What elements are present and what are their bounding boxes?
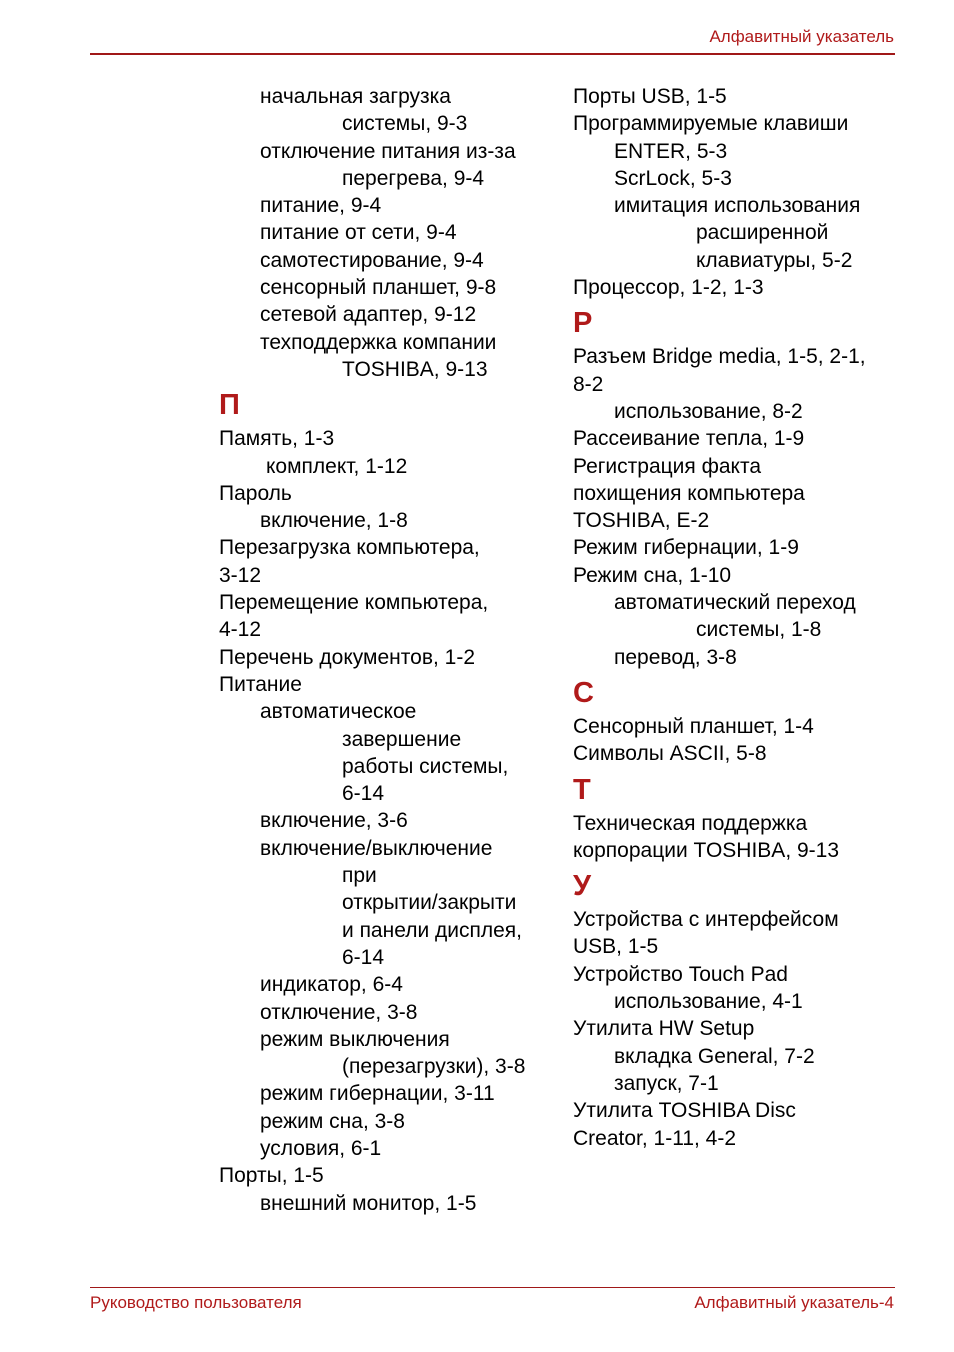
index-entry: 6-14 (342, 782, 385, 806)
index-entry: клавиатуры, 5-2 (696, 248, 853, 272)
index-entry: системы, 9-3 (342, 112, 468, 136)
index-entry: при (342, 864, 377, 888)
index-entry: TOSHIBA, 9-13 (342, 357, 488, 381)
footer-manual-title: Руководство пользователя (90, 1293, 302, 1312)
index-entry: отключение, 3-8 (260, 1000, 418, 1024)
index-entry: ENTER, 5-3 (614, 139, 728, 163)
index-entry: питание от сети, 9-4 (260, 221, 457, 245)
index-entry: Утилита TOSHIBA Disc (573, 1099, 796, 1123)
index-entry: комплект, 1-12 (266, 454, 408, 478)
index-entry: начальная загрузка (260, 85, 451, 108)
section-letter-r: Р (573, 307, 593, 340)
index-entry: Режим гибернации, 1-9 (573, 536, 799, 560)
index-entry: питание, 9-4 (260, 194, 382, 218)
index-entry: использование, 4-1 (614, 990, 803, 1014)
index-entry: сетевой адаптер, 9-12 (260, 303, 477, 327)
index-entry: Перечень документов, 1-2 (219, 645, 475, 669)
index-column-right (573, 83, 903, 1152)
index-entry: Порты, 1-5 (219, 1164, 324, 1188)
index-entry: Техническая поддержка (573, 811, 808, 835)
index-entry: Перемещение компьютера, (219, 591, 489, 615)
index-entry: отключение питания из-за (260, 139, 516, 163)
footer-page-number: Алфавитный указатель-4 (694, 1293, 894, 1312)
index-entry: внешний монитор, 1-5 (260, 1191, 477, 1215)
index-entry: техподдержка компании (260, 330, 497, 354)
section-letter-p: П (219, 389, 240, 422)
index-entry: работы системы, (342, 754, 509, 778)
index-entry: Утилита HW Setup (573, 1017, 755, 1041)
footer-rule (90, 1287, 895, 1288)
index-entry: сенсорный планшет, 9-8 (260, 276, 497, 300)
index-entry: завершение (342, 727, 462, 751)
index-entry: Программируемые клавиши (573, 112, 849, 136)
index-entry: ScrLock, 5-3 (614, 166, 732, 190)
index-entry: Регистрация факта (573, 454, 762, 478)
index-entry: похищения компьютера (573, 481, 805, 505)
index-entry: автоматический переход (614, 591, 856, 615)
index-entry: Перезагрузка компьютера, (219, 536, 480, 560)
index-entry: Порты USB, 1-5 (573, 85, 727, 108)
index-entry: TOSHIBA, E-2 (573, 509, 710, 533)
index-entry: Сенсорный планшет, 1-4 (573, 714, 814, 738)
index-entry: Процессор, 1-2, 1-3 (573, 276, 764, 300)
index-entry: 6-14 (342, 945, 385, 969)
index-entry: 3-12 (219, 563, 262, 587)
index-entry: системы, 1-8 (696, 618, 822, 642)
index-entry: перегрева, 9-4 (342, 166, 485, 190)
index-entry: 4-12 (219, 618, 262, 642)
index-entry: Creator, 1-11, 4-2 (573, 1126, 737, 1150)
index-entry: включение, 1-8 (260, 509, 408, 533)
index-entry: автоматическое (260, 700, 417, 724)
index-entry: (перезагрузки), 3-8 (342, 1055, 526, 1079)
index-entry: включение/выключение (260, 836, 493, 860)
index-column-left (219, 83, 559, 1217)
index-entry: перевод, 3-8 (614, 645, 737, 669)
index-entry: и панели дисплея, (342, 918, 523, 942)
index-entry: использование, 8-2 (614, 399, 803, 423)
index-entry: режим сна, 3-8 (260, 1109, 405, 1133)
index-entry: расширенной (696, 221, 829, 245)
index-entry: режим гибернации, 3-11 (260, 1082, 495, 1106)
index-entry: индикатор, 6-4 (260, 973, 403, 997)
header-rule (90, 53, 895, 55)
index-entry: режим выключения (260, 1027, 450, 1051)
index-entry: Память, 1-3 (219, 427, 335, 451)
index-entry: 8-2 (573, 372, 604, 396)
index-entry: самотестирование, 9-4 (260, 248, 484, 272)
index-entry: Питание (219, 672, 302, 696)
index-entry: Рассеивание тепла, 1-9 (573, 427, 805, 451)
index-entry: Устройства с интерфейсом (573, 908, 839, 932)
index-entry: имитация использования (614, 194, 861, 218)
index-entry: Устройство Touch Pad (573, 962, 788, 986)
section-letter-u: У (573, 870, 592, 903)
index-entry: корпорации TOSHIBA, 9-13 (573, 838, 840, 862)
index-entry: запуск, 7-1 (614, 1071, 719, 1095)
section-letter-t: Т (573, 773, 591, 806)
index-entry: Символы ASCII, 5-8 (573, 742, 767, 766)
index-entry: USB, 1-5 (573, 935, 659, 959)
index-entry: Режим сна, 1-10 (573, 563, 732, 587)
index-entry: Разъем Bridge media, 1-5, 2-1, (573, 345, 866, 369)
index-entry: условия, 6-1 (260, 1136, 382, 1160)
index-entry: Пароль (219, 481, 292, 505)
index-entry: вкладка General, 7-2 (614, 1044, 815, 1068)
index-entry: включение, 3-6 (260, 809, 408, 833)
index-entry: открытии/закрыти (342, 891, 517, 915)
section-letter-s: С (573, 676, 594, 709)
running-header: Алфавитный указатель (709, 27, 894, 46)
